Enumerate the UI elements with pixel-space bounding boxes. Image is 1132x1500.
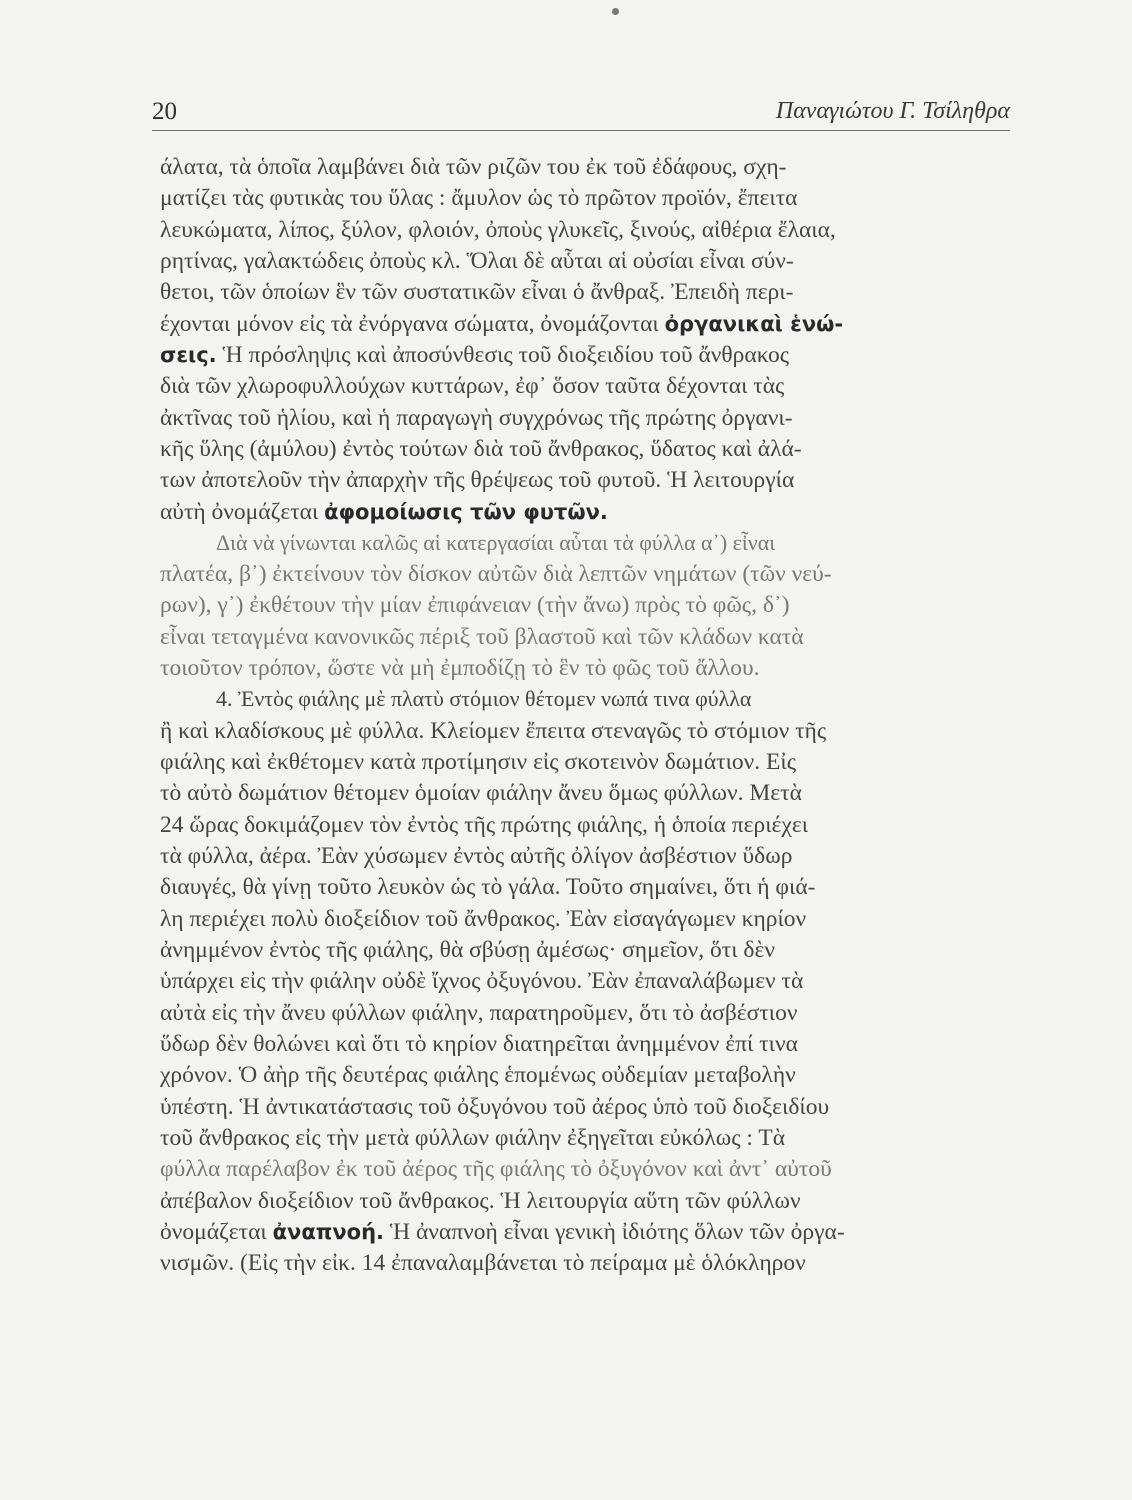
text-line: [160, 716, 1016, 746]
text-line: [160, 1248, 1016, 1278]
text-line: [160, 622, 1016, 652]
text-line: [160, 309, 1016, 339]
text-line: [160, 1217, 1016, 1247]
text-line: [160, 684, 1072, 714]
page-number: 20: [152, 98, 177, 125]
text-segment: ρητίνας, γαλακτώδεις ὀποὺς κλ. Ὅλαι δὲ αὗται αἱ οὐσίαι εἶναι σύν-: [160, 247, 794, 274]
text-line: [160, 998, 1016, 1028]
text-segment: τὸ αὐτὸ δωμάτιον θέτομεν ὁμοίαν φιάλην ἄνευ ὅμως φύλλων. Μετὰ: [160, 780, 802, 807]
text-line: [160, 904, 1016, 934]
text-line: [160, 653, 1016, 683]
text-line: [160, 778, 1016, 808]
bold-term: σεις.: [160, 342, 217, 367]
text-line: [160, 152, 1016, 182]
text-segment: φιάλης καὶ ἐκθέτομεν κατὰ προτίμησιν εἰς σκοτεινὸν δωμάτιον. Εἰς: [160, 749, 797, 776]
text-segment: τοιοῦτον τρόπον, ὥστε νὰ μὴ ἐμποδίζῃ τὸ ἓν τὸ φῶς τοῦ ἄλλου.: [160, 655, 760, 682]
text-line: [160, 1092, 1016, 1122]
text-segment: τὰ φύλλα, ἀέρα. Ἐὰν χύσωμεν ἐντὸς αὐτῆς ὀλίγον ἀσβέστιον ὕδωρ: [160, 843, 793, 870]
text-segment: αὐτὴ ὀνομάζεται: [160, 498, 325, 525]
page-header: [152, 98, 1010, 132]
text-line: [160, 1123, 1016, 1153]
text-line: [160, 747, 1016, 777]
text-segment: Ἡ ἀναπνοὴ εἶναι γενικὴ ἰδιότης ὅλων τῶν ὀργα-: [384, 1218, 845, 1245]
text-segment: διαυγές, θὰ γίνῃ τοῦτο λευκὸν ὡς τὸ γάλα. Τοῦτο σημαίνει, ὅτι ἡ φιά-: [160, 874, 816, 901]
text-segment: χρόνον. Ὁ ἀὴρ τῆς δευτέρας φιάλης ἑπομένως οὐδεμίαν μεταβολὴν: [160, 1062, 796, 1089]
text-segment: ρων), γ᾽) ἐκθέτουν τὴν μίαν ἐπιφάνειαν (τὴν ἄνω) πρὸς τὸ φῶς, δ᾽): [160, 592, 790, 619]
text-line: [160, 371, 1016, 401]
text-segment: έχονται μόνον εἰς τὰ ἐνόργανα σώματα, ὀνομάζονται: [160, 310, 665, 337]
text-segment: άλατα, τὰ ὁποῖα λαμβάνει διὰ τῶν ριζῶν του ἐκ τοῦ ἐδάφους, σχη-: [160, 154, 787, 180]
text-segment: νισμῶν. (Εἰς τὴν εἰκ. 14 ἐπαναλαμβάνεται τὸ πείραμα μὲ ὁλόκληρον: [160, 1250, 806, 1277]
text-line: [160, 1154, 1016, 1184]
bold-term: ἀναπνοή.: [272, 1219, 385, 1244]
text-segment: ἀκτῖνας τοῦ ἡλίου, καὶ ἡ παραγωγὴ συγχρόνως τῆς πρώτης ὀργανι-: [160, 404, 793, 431]
text-line: [160, 966, 1016, 996]
text-line: [160, 810, 1016, 840]
text-line: [160, 841, 1016, 871]
text-line: [160, 183, 1016, 213]
text-segment: διὰ τῶν χλωροφυλλούχων κυττάρων, ἐφ᾽ ὅσον ταῦτα δέχονται τὰς: [160, 373, 785, 400]
text-line: [160, 1060, 1016, 1090]
text-line: [160, 215, 1016, 245]
text-segment: πλατέα, β᾽) ἐκτείνουν τὸν δίσκον αὐτῶν διὰ λεπτῶν νημάτων (τῶν νεύ-: [160, 561, 832, 588]
bold-term: ἀφομοίωσις τῶν φυτῶν.: [324, 499, 608, 524]
header-rule: [152, 130, 1010, 131]
text-segment: εἶναι τεταγμένα κανονικῶς πέριξ τοῦ βλαστοῦ καὶ τῶν κλάδων κατὰ: [160, 623, 804, 650]
text-segment: λη περιέχει πολὺ διοξείδιον τοῦ ἄνθρακος. Ἐὰν εἰσαγάγωμεν κηρίον: [160, 905, 807, 932]
text-segment: ὑπέστη. Ἡ ἀντικατάστασις τοῦ ὀξυγόνου τοῦ ἀέρος ὑπὸ τοῦ διοξειδίου: [160, 1093, 830, 1120]
bold-term: ὀργανικαὶ ἑνώ-: [664, 311, 844, 336]
text-segment: Ἡ πρόσληψις καὶ ἀποσύνθεσις τοῦ διοξειδίου τοῦ ἄνθρακος: [216, 341, 790, 368]
text-line: [160, 434, 1016, 464]
print-speck: [612, 8, 619, 15]
text-line: [160, 246, 1016, 276]
text-segment: ὕδωρ δὲν θολώνει καὶ ὅτι τὸ κηρίον διατηρεῖται ἀνημμένον ἐπί τινα: [160, 1030, 798, 1057]
text-segment: ὑπάρχει εἰς τὴν φιάλην οὐδὲ ἴχνος ὀξυγόνου. Ἐὰν ἐπαναλάβωμεν τὰ: [160, 968, 804, 995]
text-line: [160, 590, 1016, 620]
text-segment: ὀνομάζεται: [160, 1218, 273, 1245]
text-segment: ἀνημμένον ἐντὸς τῆς φιάλης, θὰ σβύσῃ ἀμέσως· σημεῖον, ὅτι δὲν: [160, 937, 775, 963]
text-segment: 24 ὥρας δοκιμάζομεν τὸν ἐντὸς τῆς πρώτης φιάλης, ἡ ὁποία περιέχει: [160, 811, 809, 838]
text-segment: Διὰ νὰ γίνωνται καλῶς αἱ κατεργασίαι αὗται τὰ φύλλα α᾽) εἶναι: [216, 529, 776, 555]
text-segment: 4. Ἐντὸς φιάλης μὲ πλατὺ στόμιον θέτομεν νωπά τινα φύλλα: [216, 686, 752, 712]
text-line: [160, 277, 1016, 307]
text-line: [160, 935, 1016, 965]
text-line: [160, 340, 1016, 370]
text-segment: φύλλα παρέλαβον ἐκ τοῦ ἀέρος τῆς φιάλης τὸ ὀξυγόνον καὶ ἀντ᾽ αὐτοῦ: [160, 1156, 832, 1183]
text-segment: αὐτὰ εἰς τὴν ἄνευ φύλλων φιάλην, παρατηροῦμεν, ὅτι τὸ ἀσβέστιον: [160, 999, 798, 1026]
text-line: [160, 497, 1016, 527]
text-segment: των ἀποτελοῦν τὴν ἀπαρχὴν τῆς θρέψεως τοῦ φυτοῦ. Ἡ λειτουργία: [160, 467, 795, 494]
text-segment: λευκώματα, λίπος, ξύλον, φλοιόν, ὀποὺς γλυκεῖς, ξινούς, αἰθέρια ἔλαια,: [160, 216, 836, 243]
text-line: [160, 403, 1016, 433]
running-title: Παναγιώτου Γ. Τσίληθρα: [775, 98, 1010, 124]
text-segment: τοῦ ἄνθρακος εἰς τὴν μετὰ φύλλων φιάλην ἐξηγεῖται εὐκόλως : Τὰ: [160, 1124, 786, 1151]
text-segment: ματίζει τὰς φυτικὰς του ὕλας : ἄμυλον ὡς τὸ πρῶτον προϊόν, ἔπειτα: [160, 185, 798, 212]
text-segment: ἢ καὶ κλαδίσκους μὲ φύλλα. Κλείομεν ἔπειτα στεναγῶς τὸ στόμιον τῆς: [160, 717, 827, 744]
text-line: [160, 1029, 1016, 1059]
text-line: [160, 1186, 1016, 1216]
text-segment: κῆς ὕλης (ἀμύλου) ἐντὸς τούτων διὰ τοῦ ἄνθρακος, ὕδατος καὶ ἀλά-: [160, 435, 802, 462]
text-line: [160, 872, 1016, 902]
text-line: [160, 465, 1016, 495]
text-line: [160, 559, 1016, 589]
text-segment: ἀπέβαλον διοξείδιον τοῦ ἄνθρακος. Ἡ λειτουργία αὕτη τῶν φύλλων: [160, 1187, 801, 1214]
text-segment: θετοι, τῶν ὁποίων ἓν τῶν συστατικῶν εἶναι ὁ ἄνθραξ. Ἐπειδὴ περι-: [160, 279, 794, 306]
text-line: [160, 528, 1072, 558]
